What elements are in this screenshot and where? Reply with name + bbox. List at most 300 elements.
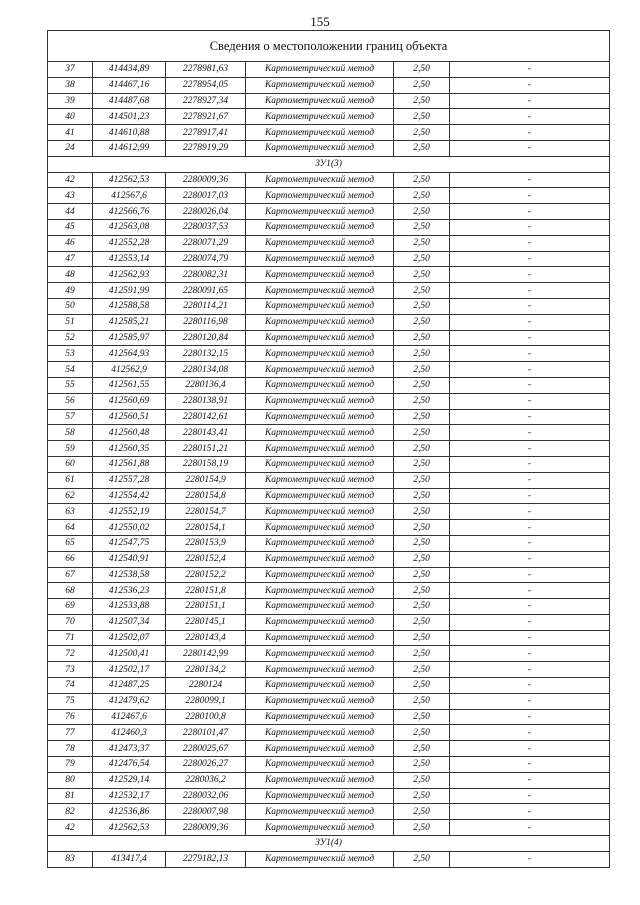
accuracy-cell: 2,50 xyxy=(394,93,450,109)
x-coordinate-cell: 412552,19 xyxy=(93,504,166,520)
y-coordinate-cell: 2280151,8 xyxy=(166,583,246,599)
method-cell: Картометрический метод xyxy=(246,298,394,314)
x-coordinate-cell: 412502,17 xyxy=(93,662,166,678)
y-coordinate-cell: 2280143,4 xyxy=(166,630,246,646)
description-cell: - xyxy=(450,172,610,188)
y-coordinate-cell: 2280136,4 xyxy=(166,377,246,393)
point-number-cell: 73 xyxy=(48,662,93,678)
method-cell: Картометрический метод xyxy=(246,725,394,741)
method-cell: Картометрический метод xyxy=(246,330,394,346)
y-coordinate-cell: 2278981,63 xyxy=(166,62,246,78)
accuracy-cell: 2,50 xyxy=(394,693,450,709)
x-coordinate-cell: 414487,68 xyxy=(93,93,166,109)
x-coordinate-cell: 412479,62 xyxy=(93,693,166,709)
y-coordinate-cell: 2280158,19 xyxy=(166,456,246,472)
accuracy-cell: 2,50 xyxy=(394,583,450,599)
table-row xyxy=(48,362,610,378)
boundary-table xyxy=(47,30,610,868)
description-cell: - xyxy=(450,377,610,393)
accuracy-cell: 2,50 xyxy=(394,172,450,188)
y-coordinate-cell: 2280071,29 xyxy=(166,235,246,251)
description-cell: - xyxy=(450,219,610,235)
method-cell: Картометрический метод xyxy=(246,77,394,93)
accuracy-cell: 2,50 xyxy=(394,109,450,125)
method-cell: Картометрический метод xyxy=(246,283,394,299)
x-coordinate-cell: 412533,88 xyxy=(93,599,166,615)
point-number-cell: 41 xyxy=(48,125,93,141)
method-cell: Картометрический метод xyxy=(246,251,394,267)
description-cell: - xyxy=(450,425,610,441)
description-cell: - xyxy=(450,851,610,867)
table-row xyxy=(48,377,610,393)
point-number-cell: 71 xyxy=(48,630,93,646)
method-cell: Картометрический метод xyxy=(246,567,394,583)
x-coordinate-cell: 414467,16 xyxy=(93,77,166,93)
table-row xyxy=(48,298,610,314)
table-row xyxy=(48,504,610,520)
description-cell: - xyxy=(450,741,610,757)
method-cell: Картометрический метод xyxy=(246,757,394,773)
section-row xyxy=(48,836,610,852)
y-coordinate-cell: 2280154,9 xyxy=(166,472,246,488)
x-coordinate-cell: 412547,75 xyxy=(93,535,166,551)
x-coordinate-cell: 412563,08 xyxy=(93,219,166,235)
method-cell: Картометрический метод xyxy=(246,204,394,220)
table-row xyxy=(48,741,610,757)
x-coordinate-cell: 412560,51 xyxy=(93,409,166,425)
accuracy-cell: 2,50 xyxy=(394,520,450,536)
y-coordinate-cell: 2279182,13 xyxy=(166,851,246,867)
description-cell: - xyxy=(450,520,610,536)
y-coordinate-cell: 2280074,79 xyxy=(166,251,246,267)
table-row xyxy=(48,646,610,662)
y-coordinate-cell: 2280151,1 xyxy=(166,599,246,615)
description-cell: - xyxy=(450,346,610,362)
boundary-table-container xyxy=(47,30,609,868)
table-row xyxy=(48,346,610,362)
y-coordinate-cell: 2280145,1 xyxy=(166,614,246,630)
x-coordinate-cell: 413417,4 xyxy=(93,851,166,867)
method-cell: Картометрический метод xyxy=(246,472,394,488)
description-cell: - xyxy=(450,441,610,457)
description-cell: - xyxy=(450,393,610,409)
x-coordinate-cell: 412554,42 xyxy=(93,488,166,504)
method-cell: Картометрический метод xyxy=(246,362,394,378)
point-number-cell: 39 xyxy=(48,93,93,109)
description-cell: - xyxy=(450,535,610,551)
y-coordinate-cell: 2280100,8 xyxy=(166,709,246,725)
table-row xyxy=(48,804,610,820)
method-cell: Картометрический метод xyxy=(246,820,394,836)
point-number-cell: 40 xyxy=(48,109,93,125)
x-coordinate-cell: 412536,23 xyxy=(93,583,166,599)
x-coordinate-cell: 412585,21 xyxy=(93,314,166,330)
y-coordinate-cell: 2280099,1 xyxy=(166,693,246,709)
y-coordinate-cell: 2278954,05 xyxy=(166,77,246,93)
table-row xyxy=(48,662,610,678)
method-cell: Картометрический метод xyxy=(246,788,394,804)
table-row xyxy=(48,488,610,504)
point-number-cell: 62 xyxy=(48,488,93,504)
accuracy-cell: 2,50 xyxy=(394,346,450,362)
y-coordinate-cell: 2280143,41 xyxy=(166,425,246,441)
method-cell: Картометрический метод xyxy=(246,172,394,188)
point-number-cell: 45 xyxy=(48,219,93,235)
accuracy-cell: 2,50 xyxy=(394,267,450,283)
description-cell: - xyxy=(450,251,610,267)
description-cell: - xyxy=(450,662,610,678)
method-cell: Картометрический метод xyxy=(246,772,394,788)
y-coordinate-cell: 2280116,98 xyxy=(166,314,246,330)
point-number-cell: 77 xyxy=(48,725,93,741)
y-coordinate-cell: 2280153,9 xyxy=(166,535,246,551)
point-number-cell: 50 xyxy=(48,298,93,314)
table-row xyxy=(48,709,610,725)
y-coordinate-cell: 2280009,36 xyxy=(166,820,246,836)
x-coordinate-cell: 412536,86 xyxy=(93,804,166,820)
y-coordinate-cell: 2280154,8 xyxy=(166,488,246,504)
method-cell: Картометрический метод xyxy=(246,535,394,551)
point-number-cell: 82 xyxy=(48,804,93,820)
description-cell: - xyxy=(450,314,610,330)
x-coordinate-cell: 412476,54 xyxy=(93,757,166,773)
table-row xyxy=(48,393,610,409)
point-number-cell: 38 xyxy=(48,77,93,93)
method-cell: Картометрический метод xyxy=(246,504,394,520)
x-coordinate-cell: 414610,88 xyxy=(93,125,166,141)
accuracy-cell: 2,50 xyxy=(394,314,450,330)
method-cell: Картометрический метод xyxy=(246,741,394,757)
y-coordinate-cell: 2280101,47 xyxy=(166,725,246,741)
x-coordinate-cell: 412560,69 xyxy=(93,393,166,409)
y-coordinate-cell: 2280026,04 xyxy=(166,204,246,220)
method-cell: Картометрический метод xyxy=(246,551,394,567)
x-coordinate-cell: 412552,28 xyxy=(93,235,166,251)
x-coordinate-cell: 412538,58 xyxy=(93,567,166,583)
x-coordinate-cell: 412550,02 xyxy=(93,520,166,536)
section-row xyxy=(48,156,610,172)
method-cell: Картометрический метод xyxy=(246,583,394,599)
accuracy-cell: 2,50 xyxy=(394,188,450,204)
point-number-cell: 80 xyxy=(48,772,93,788)
table-row xyxy=(48,725,610,741)
table-row xyxy=(48,788,610,804)
table-row xyxy=(48,77,610,93)
description-cell: - xyxy=(450,772,610,788)
point-number-cell: 70 xyxy=(48,614,93,630)
description-cell: - xyxy=(450,599,610,615)
description-cell: - xyxy=(450,567,610,583)
x-coordinate-cell: 412561,88 xyxy=(93,456,166,472)
description-cell: - xyxy=(450,725,610,741)
point-number-cell: 59 xyxy=(48,441,93,457)
table-row xyxy=(48,235,610,251)
accuracy-cell: 2,50 xyxy=(394,251,450,267)
description-cell: - xyxy=(450,820,610,836)
accuracy-cell: 2,50 xyxy=(394,551,450,567)
description-cell: - xyxy=(450,140,610,156)
x-coordinate-cell: 412588,58 xyxy=(93,298,166,314)
point-number-cell: 78 xyxy=(48,741,93,757)
description-cell: - xyxy=(450,614,610,630)
table-row xyxy=(48,204,610,220)
table-row xyxy=(48,188,610,204)
description-cell: - xyxy=(450,804,610,820)
table-row xyxy=(48,678,610,694)
x-coordinate-cell: 412557,28 xyxy=(93,472,166,488)
point-number-cell: 76 xyxy=(48,709,93,725)
point-number-cell: 61 xyxy=(48,472,93,488)
point-number-cell: 46 xyxy=(48,235,93,251)
table-row xyxy=(48,267,610,283)
accuracy-cell: 2,50 xyxy=(394,535,450,551)
table-row xyxy=(48,251,610,267)
accuracy-cell: 2,50 xyxy=(394,709,450,725)
point-number-cell: 69 xyxy=(48,599,93,615)
description-cell: - xyxy=(450,235,610,251)
y-coordinate-cell: 2280142,99 xyxy=(166,646,246,662)
accuracy-cell: 2,50 xyxy=(394,393,450,409)
point-number-cell: 42 xyxy=(48,820,93,836)
accuracy-cell: 2,50 xyxy=(394,140,450,156)
description-cell: - xyxy=(450,788,610,804)
point-number-cell: 24 xyxy=(48,140,93,156)
description-cell: - xyxy=(450,125,610,141)
table-row xyxy=(48,472,610,488)
point-number-cell: 54 xyxy=(48,362,93,378)
point-number-cell: 49 xyxy=(48,283,93,299)
point-number-cell: 55 xyxy=(48,377,93,393)
accuracy-cell: 2,50 xyxy=(394,283,450,299)
y-coordinate-cell: 2280154,1 xyxy=(166,520,246,536)
table-row xyxy=(48,330,610,346)
x-coordinate-cell: 412473,37 xyxy=(93,741,166,757)
accuracy-cell: 2,50 xyxy=(394,77,450,93)
y-coordinate-cell: 2280132,15 xyxy=(166,346,246,362)
accuracy-cell: 2,50 xyxy=(394,219,450,235)
table-row xyxy=(48,567,610,583)
accuracy-cell: 2,50 xyxy=(394,62,450,78)
accuracy-cell: 2,50 xyxy=(394,235,450,251)
table-row xyxy=(48,820,610,836)
point-number-cell: 43 xyxy=(48,188,93,204)
point-number-cell: 47 xyxy=(48,251,93,267)
y-coordinate-cell: 2280082,31 xyxy=(166,267,246,283)
method-cell: Картометрический метод xyxy=(246,109,394,125)
point-number-cell: 37 xyxy=(48,62,93,78)
y-coordinate-cell: 2280138,91 xyxy=(166,393,246,409)
method-cell: Картометрический метод xyxy=(246,614,394,630)
y-coordinate-cell: 2280134,08 xyxy=(166,362,246,378)
method-cell: Картометрический метод xyxy=(246,346,394,362)
description-cell: - xyxy=(450,709,610,725)
accuracy-cell: 2,50 xyxy=(394,362,450,378)
method-cell: Картометрический метод xyxy=(246,851,394,867)
accuracy-cell: 2,50 xyxy=(394,599,450,615)
method-cell: Картометрический метод xyxy=(246,377,394,393)
accuracy-cell: 2,50 xyxy=(394,851,450,867)
section-label: ЗУ1(4) xyxy=(48,836,610,852)
x-coordinate-cell: 412487,25 xyxy=(93,678,166,694)
description-cell: - xyxy=(450,757,610,773)
method-cell: Картометрический метод xyxy=(246,93,394,109)
x-coordinate-cell: 412562,53 xyxy=(93,172,166,188)
table-row xyxy=(48,314,610,330)
description-cell: - xyxy=(450,504,610,520)
accuracy-cell: 2,50 xyxy=(394,456,450,472)
table-row xyxy=(48,535,610,551)
accuracy-cell: 2,50 xyxy=(394,804,450,820)
method-cell: Картометрический метод xyxy=(246,804,394,820)
point-number-cell: 57 xyxy=(48,409,93,425)
method-cell: Картометрический метод xyxy=(246,456,394,472)
table-row xyxy=(48,283,610,299)
x-coordinate-cell: 414434,89 xyxy=(93,62,166,78)
point-number-cell: 48 xyxy=(48,267,93,283)
table-row xyxy=(48,125,610,141)
accuracy-cell: 2,50 xyxy=(394,567,450,583)
y-coordinate-cell: 2280120,84 xyxy=(166,330,246,346)
x-coordinate-cell: 412532,17 xyxy=(93,788,166,804)
accuracy-cell: 2,50 xyxy=(394,614,450,630)
y-coordinate-cell: 2280152,4 xyxy=(166,551,246,567)
point-number-cell: 81 xyxy=(48,788,93,804)
table-row xyxy=(48,219,610,235)
description-cell: - xyxy=(450,583,610,599)
y-coordinate-cell: 2280151,21 xyxy=(166,441,246,457)
point-number-cell: 68 xyxy=(48,583,93,599)
y-coordinate-cell: 2280017,03 xyxy=(166,188,246,204)
accuracy-cell: 2,50 xyxy=(394,725,450,741)
description-cell: - xyxy=(450,77,610,93)
accuracy-cell: 2,50 xyxy=(394,504,450,520)
point-number-cell: 44 xyxy=(48,204,93,220)
point-number-cell: 72 xyxy=(48,646,93,662)
description-cell: - xyxy=(450,362,610,378)
accuracy-cell: 2,50 xyxy=(394,330,450,346)
description-cell: - xyxy=(450,62,610,78)
method-cell: Картометрический метод xyxy=(246,488,394,504)
point-number-cell: 83 xyxy=(48,851,93,867)
point-number-cell: 67 xyxy=(48,567,93,583)
y-coordinate-cell: 2278927,34 xyxy=(166,93,246,109)
y-coordinate-cell: 2280091,65 xyxy=(166,283,246,299)
description-cell: - xyxy=(450,630,610,646)
table-row xyxy=(48,93,610,109)
description-cell: - xyxy=(450,109,610,125)
description-cell: - xyxy=(450,267,610,283)
point-number-cell: 64 xyxy=(48,520,93,536)
y-coordinate-cell: 2280026,27 xyxy=(166,757,246,773)
point-number-cell: 58 xyxy=(48,425,93,441)
page-number: 155 xyxy=(310,14,330,29)
method-cell: Картометрический метод xyxy=(246,520,394,536)
point-number-cell: 65 xyxy=(48,535,93,551)
point-number-cell: 60 xyxy=(48,456,93,472)
method-cell: Картометрический метод xyxy=(246,599,394,615)
accuracy-cell: 2,50 xyxy=(394,630,450,646)
point-number-cell: 79 xyxy=(48,757,93,773)
table-row xyxy=(48,772,610,788)
table-row xyxy=(48,109,610,125)
method-cell: Картометрический метод xyxy=(246,662,394,678)
table-row xyxy=(48,551,610,567)
description-cell: - xyxy=(450,409,610,425)
method-cell: Картометрический метод xyxy=(246,314,394,330)
x-coordinate-cell: 412467,6 xyxy=(93,709,166,725)
y-coordinate-cell: 2280114,21 xyxy=(166,298,246,314)
method-cell: Картометрический метод xyxy=(246,140,394,156)
y-coordinate-cell: 2280025,67 xyxy=(166,741,246,757)
method-cell: Картометрический метод xyxy=(246,409,394,425)
y-coordinate-cell: 2280152,2 xyxy=(166,567,246,583)
accuracy-cell: 2,50 xyxy=(394,772,450,788)
table-row xyxy=(48,456,610,472)
table-row xyxy=(48,172,610,188)
point-number-cell: 42 xyxy=(48,172,93,188)
y-coordinate-cell: 2280009,36 xyxy=(166,172,246,188)
accuracy-cell: 2,50 xyxy=(394,646,450,662)
description-cell: - xyxy=(450,488,610,504)
table-row xyxy=(48,425,610,441)
accuracy-cell: 2,50 xyxy=(394,425,450,441)
x-coordinate-cell: 412562,93 xyxy=(93,267,166,283)
x-coordinate-cell: 412560,35 xyxy=(93,441,166,457)
method-cell: Картометрический метод xyxy=(246,188,394,204)
accuracy-cell: 2,50 xyxy=(394,377,450,393)
table-row xyxy=(48,630,610,646)
x-coordinate-cell: 414501,23 xyxy=(93,109,166,125)
accuracy-cell: 2,50 xyxy=(394,125,450,141)
y-coordinate-cell: 2280142,61 xyxy=(166,409,246,425)
section-label: ЗУ1(3) xyxy=(48,156,610,172)
y-coordinate-cell: 2278921,67 xyxy=(166,109,246,125)
description-cell: - xyxy=(450,298,610,314)
accuracy-cell: 2,50 xyxy=(394,788,450,804)
method-cell: Картометрический метод xyxy=(246,441,394,457)
y-coordinate-cell: 2278917,41 xyxy=(166,125,246,141)
x-coordinate-cell: 412564,93 xyxy=(93,346,166,362)
table-row xyxy=(48,140,610,156)
x-coordinate-cell: 412500,41 xyxy=(93,646,166,662)
accuracy-cell: 2,50 xyxy=(394,298,450,314)
table-row xyxy=(48,851,610,867)
point-number-cell: 52 xyxy=(48,330,93,346)
accuracy-cell: 2,50 xyxy=(394,741,450,757)
accuracy-cell: 2,50 xyxy=(394,409,450,425)
y-coordinate-cell: 2278919,29 xyxy=(166,140,246,156)
description-cell: - xyxy=(450,93,610,109)
y-coordinate-cell: 2280036,2 xyxy=(166,772,246,788)
method-cell: Картометрический метод xyxy=(246,678,394,694)
table-title-row xyxy=(48,31,610,62)
y-coordinate-cell: 2280154,7 xyxy=(166,504,246,520)
accuracy-cell: 2,50 xyxy=(394,488,450,504)
method-cell: Картометрический метод xyxy=(246,393,394,409)
point-number-cell: 75 xyxy=(48,693,93,709)
description-cell: - xyxy=(450,283,610,299)
table-row xyxy=(48,441,610,457)
accuracy-cell: 2,50 xyxy=(394,441,450,457)
description-cell: - xyxy=(450,646,610,662)
accuracy-cell: 2,50 xyxy=(394,757,450,773)
method-cell: Картометрический метод xyxy=(246,219,394,235)
description-cell: - xyxy=(450,456,610,472)
method-cell: Картометрический метод xyxy=(246,646,394,662)
table-row xyxy=(48,599,610,615)
table-title: Сведения о местоположении границ объекта xyxy=(48,31,610,62)
method-cell: Картометрический метод xyxy=(246,709,394,725)
